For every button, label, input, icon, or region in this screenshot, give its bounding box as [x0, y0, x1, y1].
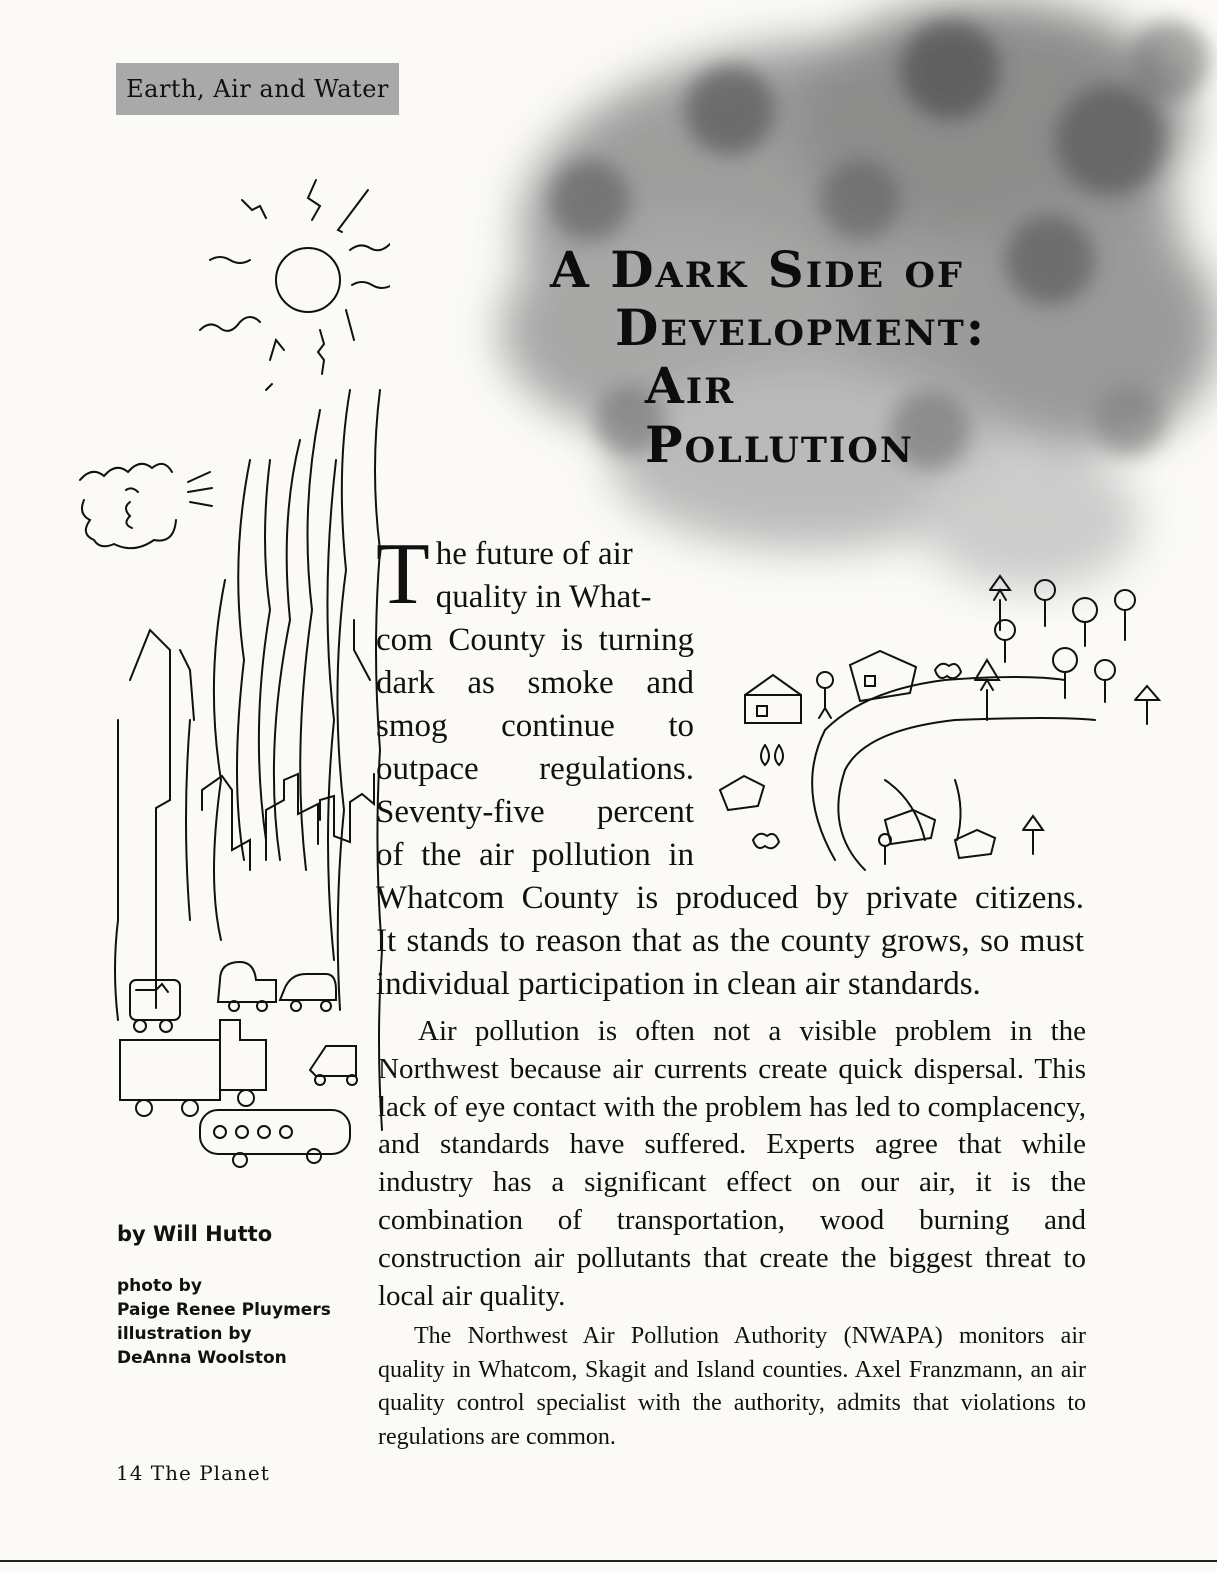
section-tag: Earth, Air and Water [116, 63, 399, 115]
lead-line: he future of air [435, 536, 633, 572]
lead-line: quality in What- [435, 579, 652, 615]
lead-line: com County is turning [376, 622, 694, 658]
title-line-1: A Dark Side of [550, 240, 964, 299]
illustration-credit-name: DeAnna Woolston [117, 1348, 287, 1368]
photo-credit-name: Paige Renee Pluymers [117, 1300, 331, 1320]
lead-line: of the air pollution in [376, 837, 694, 873]
body-paragraph-3: The Northwest Air Pollution Authority (NWAPA) monitors air quality in Whatcom, Skagit and Island counties. Axel Franzmann, an air quality control specialist with the authority, admits that violations to regulations are common. [378, 1323, 1086, 1450]
lead-line: smog continue to [376, 708, 694, 744]
title-line-2: Development: [615, 298, 987, 357]
byline: by Will Hutto [117, 1222, 273, 1246]
lead-line: Whatcom County is produced by private citizens. [376, 880, 1084, 916]
lead-line: outpace regulations. [376, 751, 694, 787]
image-credits [117, 1274, 331, 1370]
body-paragraph-2: Air pollution is often not a visible problem in the Northwest because air currents create quick dispersal. This lack of eye contact with the problem has led to complacency, and standards have suffered. Experts agree that while industry has a significant effect on our air, it is the combination of transportation, wood burning and construction air pollutants that create the biggest threat to local air quality. [378, 1015, 1086, 1312]
lead-line: dark as smoke and [376, 665, 694, 701]
lead-line: Seventy-five percent [376, 794, 694, 830]
article-title [520, 240, 1020, 474]
drop-cap: T [376, 526, 430, 623]
city-smog-illustration [70, 160, 390, 1180]
lead-line: individual participation in clean air standards. [376, 966, 981, 1002]
illustration-credit-label: illustration by [117, 1324, 252, 1344]
lead-paragraph [376, 526, 1091, 1006]
title-line-3: Air Pollution [645, 356, 914, 474]
lead-line: It stands to reason that as the county grows, so must [376, 923, 1084, 959]
photo-credit-label: photo by [117, 1276, 202, 1296]
page-folio: 14 The Planet [116, 1461, 270, 1485]
bottom-rule [0, 1560, 1217, 1562]
